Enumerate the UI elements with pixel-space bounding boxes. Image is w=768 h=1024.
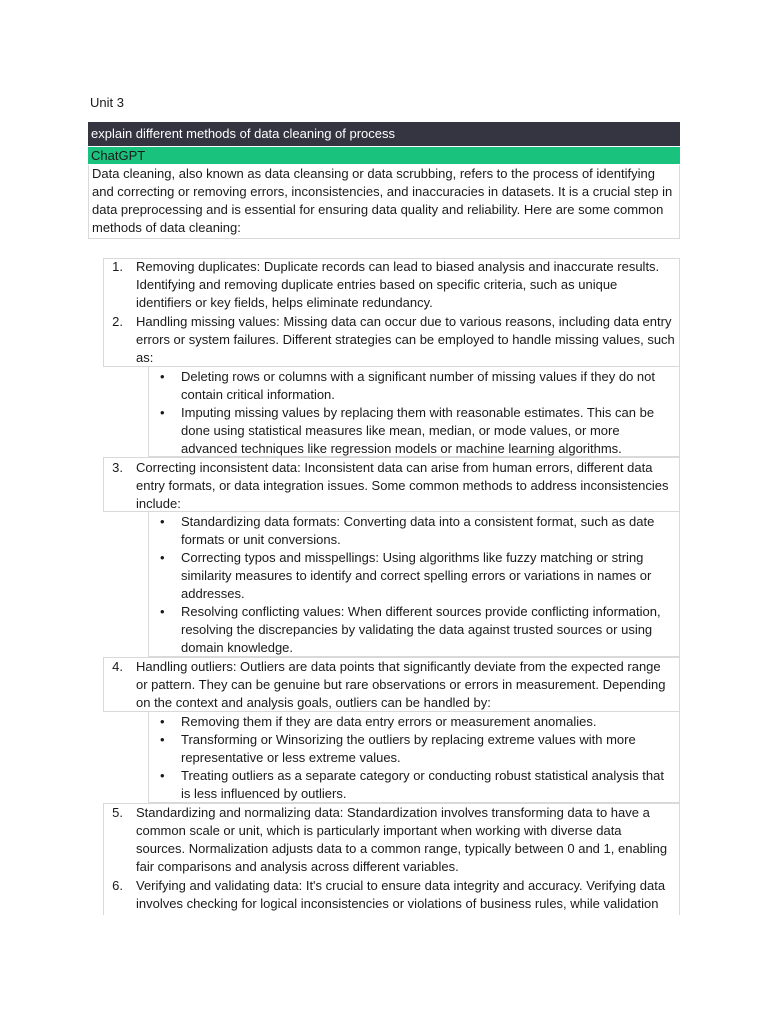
intro-line: Data cleaning, also known as data cleansing or data scrubbing, refers to the process of identifying: [92, 166, 655, 181]
bullet-line: done using statistical measures like mean, median, or mode values, or more: [181, 423, 620, 438]
bullet-line: is less influenced by outliers.: [181, 786, 347, 801]
intro-line: data preprocessing and is essential for ensuring data quality and reliability. Here are some common: [92, 202, 664, 217]
list-item-line: Identifying and removing duplicate entries based on specific criteria, such as unique: [136, 277, 618, 292]
list-item-line: fair comparisons and analysis across different variables.: [136, 859, 459, 874]
list-item-line: Standardizing and normalizing data: Standardization involves transforming data to have a: [136, 805, 650, 820]
responder-label: ChatGPT: [88, 147, 680, 164]
intro-line: and correcting or removing errors, inconsistencies, and inaccuracies in datasets. It is a crucial step in: [92, 184, 673, 199]
list-item-line: common scale or unit, which is particularly important when working with diverse data: [136, 823, 622, 838]
list-item-line: errors or system failures. Different strategies can be employed to handle missing values, such: [136, 332, 675, 347]
bullet-dot-icon: •: [160, 714, 165, 729]
bullet-line: Deleting rows or columns with a significant number of missing values if they do not: [181, 369, 655, 384]
list-item-line: entry formats, or data integration issues. Some common methods to address inconsistencies: [136, 478, 669, 493]
bullet-line: domain knowledge.: [181, 640, 294, 655]
list-item-line: Removing duplicates: Duplicate records can lead to biased analysis and inaccurate results.: [136, 259, 660, 274]
bullet-dot-icon: •: [160, 514, 165, 529]
bullet-dot-icon: •: [160, 405, 165, 420]
bullet-line: formats or unit conversions.: [181, 532, 341, 547]
bullet-line: resolving the discrepancies by validating the data against trusted sources or using: [181, 622, 653, 637]
list-number: 5.: [112, 805, 123, 820]
bullet-line: Standardizing data formats: Converting data into a consistent format, such as date: [181, 514, 655, 529]
list-number: 1.: [112, 259, 123, 274]
list-item-line: as:: [136, 350, 154, 365]
bullet-line: contain critical information.: [181, 387, 335, 402]
bullet-line: Treating outliers as a separate category or conducting robust statistical analysis that: [181, 768, 664, 783]
bullet-line: Removing them if they are data entry errors or measurement anomalies.: [181, 714, 597, 729]
bullet-dot-icon: •: [160, 768, 165, 783]
list-item-line: on the context and analysis goals, outliers can be handled by:: [136, 695, 491, 710]
list-item-line: Correcting inconsistent data: Inconsistent data can arise from human errors, different data: [136, 460, 653, 475]
bullet-line: Transforming or Winsorizing the outliers by replacing extreme values with more: [181, 732, 636, 747]
unit-heading: Unit 3: [90, 95, 124, 110]
bullet-line: Correcting typos and misspellings: Using algorithms like fuzzy matching or string: [181, 550, 644, 565]
bullet-dot-icon: •: [160, 550, 165, 565]
bullet-line: advanced techniques like regression models or machine learning algorithms.: [181, 441, 622, 456]
list-item-line: Handling outliers: Outliers are data points that significantly deviate from the expected range: [136, 659, 661, 674]
list-item-line: or pattern. They can be genuine but rare observations or errors in measurement. Depending: [136, 677, 666, 692]
bullet-line: Imputing missing values by replacing them with reasonable estimates. This can be: [181, 405, 655, 420]
bullet-line: similarity measures to identify and correct spelling errors or variations in names or: [181, 568, 652, 583]
intro-paragraph: [88, 165, 680, 239]
list-number: 4.: [112, 659, 123, 674]
list-number: 3.: [112, 460, 123, 475]
list-number: 6.: [112, 878, 123, 893]
bullet-dot-icon: •: [160, 732, 165, 747]
list-item-line: identifiers or key fields, helps eliminate redundancy.: [136, 295, 433, 310]
bullet-dot-icon: •: [160, 369, 165, 384]
list-item-line: involves checking for logical inconsistencies or violations of business rules, while validation: [136, 896, 659, 911]
intro-line: methods of data cleaning:: [92, 220, 241, 235]
list-item-line: Handling missing values: Missing data can occur due to various reasons, including data entry: [136, 314, 672, 329]
bullet-line: addresses.: [181, 586, 245, 601]
list-number: 2.: [112, 314, 123, 329]
list-item-line: include:: [136, 496, 181, 511]
bullet-line: Resolving conflicting values: When different sources provide conflicting information,: [181, 604, 661, 619]
bullet-dot-icon: •: [160, 604, 165, 619]
list-item-line: Verifying and validating data: It's crucial to ensure data integrity and accuracy. Verifying data: [136, 878, 666, 893]
bullet-line: representative or less extreme values.: [181, 750, 401, 765]
user-prompt: explain different methods of data cleaning of process: [88, 122, 680, 146]
list-item-line: sources. Normalization adjusts data to a common range, typically between 0 and 1, enabling: [136, 841, 668, 856]
